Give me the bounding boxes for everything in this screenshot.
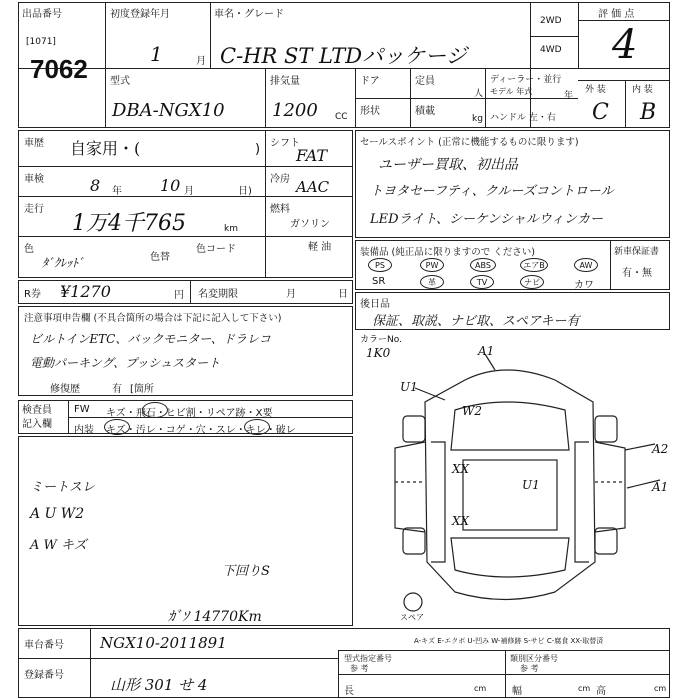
equip-leather: 革 <box>420 275 444 289</box>
type-cert-ref: 参 考 <box>350 664 369 673</box>
interior-inspect-items: キズ・汚レ・コゲ・穴・スレ・キレ・破レ <box>106 425 296 436</box>
damage-mark-w2: W2 <box>462 404 482 418</box>
car-diagram <box>355 332 670 626</box>
displacement-value: 1200 <box>272 100 318 121</box>
recycle-value: ¥1270 <box>60 282 111 301</box>
sales-points-label: セールスポイント (正常に機能するものに限ります) <box>360 137 579 148</box>
equip-pw: PW <box>420 258 444 272</box>
repair-bracket: [箇所 <box>130 384 154 395</box>
equip-ps: PS <box>368 258 392 272</box>
drive-2wd: 2WD <box>540 16 562 26</box>
notes-line-2: 電動パーキング、プッシュスタート <box>30 356 221 370</box>
handle-label: ハンドル 左・右 <box>490 113 556 123</box>
type-cert-label: 型式指定番号 <box>344 654 392 663</box>
color-code-label: 色コード <box>196 244 236 255</box>
inspection-label: 車検 <box>24 174 44 185</box>
repair-label: 修復歴 <box>50 384 80 395</box>
class-ref: 参 考 <box>520 664 539 673</box>
damage-mark-u1-roof: U1 <box>522 478 540 492</box>
displacement-label: 排気量 <box>270 76 300 87</box>
yen-unit: 円 <box>174 290 184 301</box>
width-label: 幅 <box>512 686 522 697</box>
kg-unit: kg <box>472 114 483 124</box>
lot-label: 出品番号 <box>22 9 62 20</box>
notes-label: 注意事項申告欄 (不具合箇所の場合は下記に記入して下さい) <box>24 313 282 324</box>
comment-2: A U W2 <box>30 506 85 522</box>
notes-line-1: ビルトインETC、バックモニター、ドラレコ <box>30 332 271 346</box>
car-name-value: C-HR ST LTDパッケージ <box>220 44 467 68</box>
first-reg-label: 初度登録年月 <box>110 9 170 20</box>
exterior-grade: C <box>592 100 609 125</box>
inspection-month-unit: 月 <box>184 186 194 197</box>
height-unit: cm <box>654 684 667 693</box>
damage-mark-u1-left: U1 <box>400 380 418 394</box>
color-no-value: 1K0 <box>366 346 391 360</box>
length-label: 長 <box>344 686 354 697</box>
shift-value: FAT <box>296 146 328 165</box>
exterior-label: 外 装 <box>585 85 606 95</box>
capacity-label: 定員 <box>415 76 435 87</box>
sales-point-1: ユーザー買取、初出品 <box>378 157 518 173</box>
sales-point-3: LEDライト、シーケンシャルウィンカー <box>370 212 603 227</box>
car-name-label: 車名・グレード <box>214 9 284 20</box>
damage-mark-xx-left: XX <box>452 462 470 476</box>
load-label: 積載 <box>415 106 435 117</box>
persons-unit: 人 <box>474 89 484 99</box>
shift-label: シフト <box>270 138 300 149</box>
lot-bracket: [1071] <box>26 37 56 47</box>
dealer-label: ディーラー・並行 <box>490 75 562 85</box>
reg-value: 山形 301 せ 4 <box>110 676 208 694</box>
comment-4: 下回りS <box>222 564 270 579</box>
name-change-day: 日 <box>338 289 348 300</box>
recycle-label: R券 <box>24 289 41 300</box>
spare-label: スペア <box>400 613 424 622</box>
history-label: 車歴 <box>24 138 44 149</box>
inspector-label: 検査員 記入欄 <box>22 405 52 430</box>
reg-label: 登録番号 <box>24 670 64 681</box>
equip-aw: AW <box>574 258 598 272</box>
comment-5: ｶﾞｿ 14770Km <box>168 609 262 625</box>
chassis-value: NGX10-2011891 <box>100 634 227 652</box>
history-close: ) <box>255 142 261 157</box>
fuel-diesel: 軽 油 <box>308 242 332 253</box>
damage-mark-xx-left-rear: XX <box>452 514 470 528</box>
model-label: 型式 <box>110 76 130 87</box>
mileage-label: 走行 <box>24 204 44 215</box>
interior-grade: B <box>640 100 657 125</box>
inspection-day-unit: 日) <box>238 186 252 197</box>
drive-4wd: 4WD <box>540 45 562 55</box>
mileage-value: 1万4千765 <box>72 211 186 236</box>
km-unit: km <box>224 224 238 234</box>
inspection-month-value: 10 <box>160 176 181 195</box>
sales-point-2: トヨタセーフティ、クルーズコントロール <box>370 184 614 199</box>
equipment-label: 装備品 (純正品に限りますので ください) <box>360 247 535 258</box>
fw-label: FW <box>74 404 90 415</box>
month-unit: 月 <box>196 56 206 67</box>
equip-abs: ABS <box>470 258 496 272</box>
fw-items: キズ・飛石・ヒビ割・リペア跡・X要 <box>106 408 273 419</box>
color-change-label: 色替 <box>150 252 170 263</box>
damage-mark-a1-front: A1 <box>478 344 495 358</box>
fuel-gas: ガソリン <box>290 219 330 230</box>
inspection-year-unit: 年 <box>112 186 122 197</box>
car-outline-svg <box>355 332 670 626</box>
repair-value: 有 <box>112 384 122 395</box>
color-label: 色 <box>24 244 34 255</box>
rating-label: 評 価 点 <box>598 9 635 20</box>
lot-number: 7062 <box>30 54 88 84</box>
model-year-label: モデル 年式 <box>490 87 533 96</box>
comment-3: A W キズ <box>30 538 87 553</box>
interior-label: 内 装 <box>632 85 653 95</box>
accessories-label: 後日品 <box>360 299 390 310</box>
damage-mark-a1-side: A1 <box>652 480 669 494</box>
equip-sr: SR <box>372 276 386 287</box>
equip-navi: ナビ <box>520 275 544 289</box>
shape-label: 形状 <box>360 106 380 117</box>
equip-tv: TV <box>470 275 494 289</box>
height-label: 高 <box>596 686 606 697</box>
rating-value: 4 <box>612 22 638 68</box>
damage-mark-a2: A2 <box>652 442 669 456</box>
chassis-label: 車台番号 <box>24 640 64 651</box>
equip-airbag: エアB <box>520 258 548 272</box>
doors-label: ドア <box>360 76 380 87</box>
cc-unit: CC <box>335 112 348 122</box>
color-no-label: カラーNo. <box>360 335 402 345</box>
interior-inspect-label: 内装 <box>74 425 94 436</box>
comments-area <box>18 436 353 626</box>
class-label: 類別区分番号 <box>510 654 558 663</box>
width-unit: cm <box>578 684 591 693</box>
inspection-year-value: 8 <box>90 176 101 195</box>
equip-kawa: カワ <box>574 280 594 291</box>
accessories-value: 保証、取説、ナビ取、スペアキー有 <box>372 314 580 329</box>
warranty-options: 有・無 <box>622 268 652 279</box>
ac-value: AAC <box>296 178 330 196</box>
history-value: 自家用・( <box>70 139 141 158</box>
color-value: ﾀﾞｸﾚｯﾄﾞ <box>42 256 85 270</box>
year-unit: 年 <box>564 91 574 101</box>
legend: A-キズ E-エクボ U-凹み W-補修跡 S-サビ C-腐食 XX-取替済 <box>414 637 604 645</box>
new-car-warranty-label: 新車保証書 <box>614 247 660 257</box>
model-value: DBA-NGX10 <box>112 100 225 121</box>
fuel-label: 燃料 <box>270 204 290 215</box>
name-change-month: 月 <box>286 289 296 300</box>
comment-1: ミートスレ <box>30 480 95 495</box>
first-reg-value: 1 <box>150 42 163 66</box>
name-change-label: 名変期限 <box>198 289 238 300</box>
length-unit: cm <box>474 684 487 693</box>
ac-label: 冷房 <box>270 174 290 185</box>
